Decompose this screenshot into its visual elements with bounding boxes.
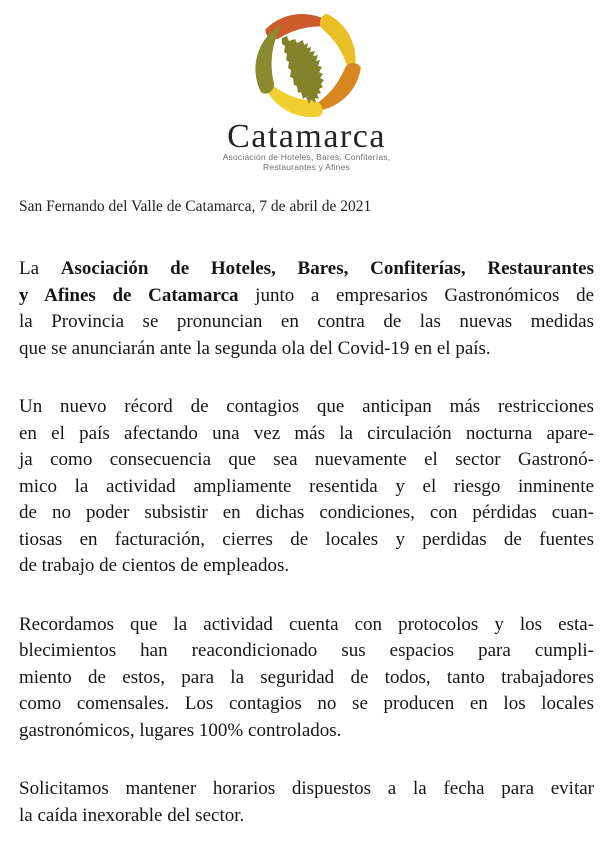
dateline: San Fernando del Valle de Catamarca, 7 de abril de 2021 bbox=[19, 198, 372, 215]
text-segment: como comensales. Los contagios no se producen en los locales bbox=[19, 693, 594, 714]
text-line bbox=[19, 447, 594, 474]
text-line bbox=[19, 336, 594, 363]
text-line bbox=[19, 718, 594, 745]
text-segment: Un nuevo récord de contagios que anticipan más restricciones bbox=[19, 396, 594, 417]
text-line bbox=[19, 665, 594, 692]
text-segment: tiosas en facturación, cierres de locales y perdidas de fuentes bbox=[19, 528, 594, 550]
text-segment: de trabajo de cientos de empleados. bbox=[19, 555, 290, 576]
text-line bbox=[19, 283, 594, 310]
logo-wordmark: Catamarca bbox=[227, 118, 386, 155]
text-segment: la caída inexorable del sector. bbox=[19, 804, 245, 826]
text-line bbox=[19, 527, 594, 554]
text-line bbox=[19, 474, 594, 501]
text-segment: que se anunciarán ante la segunda ola del Covid-19 en el país. bbox=[19, 337, 491, 359]
bold-text-segment: y Afines de Catamarca bbox=[19, 284, 239, 306]
text-line bbox=[19, 500, 594, 527]
text-line bbox=[19, 776, 594, 803]
text-line bbox=[19, 638, 594, 665]
catamarca-map-icon bbox=[282, 36, 324, 104]
body-paragraph bbox=[19, 256, 594, 362]
document-body bbox=[19, 256, 594, 829]
text-line bbox=[19, 803, 594, 830]
text-line bbox=[19, 553, 594, 580]
bold-text-segment: Asociación de Hoteles, Bares, Confiterías, Restaurantes bbox=[60, 258, 594, 279]
text-line bbox=[19, 309, 594, 336]
text-line bbox=[19, 612, 594, 639]
logo-subtitle-line1: Asociación de Hoteles, Bares, Confiterías, bbox=[222, 152, 391, 162]
text-segment: de no poder subsistir en dichas condiciones, con pérdidas cuan- bbox=[19, 502, 594, 523]
body-paragraph bbox=[19, 394, 594, 580]
text-line bbox=[19, 256, 594, 283]
text-segment: Solicitamos mantener horarios dispuestos a la fecha para evitar bbox=[19, 778, 594, 799]
text-segment: Recordamos que la actividad cuenta con protocolos y los esta- bbox=[19, 613, 594, 635]
text-segment: miento de estos, para la seguridad de todos, tanto trabajadores bbox=[19, 666, 594, 688]
text-segment: en el país afectando una vez más la circulación nocturna apare- bbox=[19, 422, 594, 444]
text-segment: blecimientos han reacondicionado sus espacios para cumpli- bbox=[19, 640, 594, 661]
text-line bbox=[19, 394, 594, 421]
text-segment: ja como consecuencia que sea nuevamente el sector Gastronó- bbox=[19, 449, 594, 470]
text-segment: mico la actividad ampliamente resentida y el riesgo inminente bbox=[19, 475, 594, 497]
text-line bbox=[19, 691, 594, 718]
text-segment: junto a empresarios Gastronómicos de bbox=[238, 284, 595, 306]
logo-emblem-icon bbox=[251, 8, 363, 120]
body-paragraph bbox=[19, 612, 594, 745]
text-segment: gastronómicos, lugares 100% controlados. bbox=[19, 719, 342, 741]
body-paragraph bbox=[19, 776, 594, 829]
logo bbox=[0, 0, 613, 172]
text-segment: la Provincia se pronuncian en contra de las nuevas medidas bbox=[19, 311, 594, 332]
text-line bbox=[19, 421, 594, 448]
logo-subtitle-line2: Restaurantes y Afines bbox=[263, 162, 350, 172]
text-segment: La bbox=[19, 258, 61, 279]
